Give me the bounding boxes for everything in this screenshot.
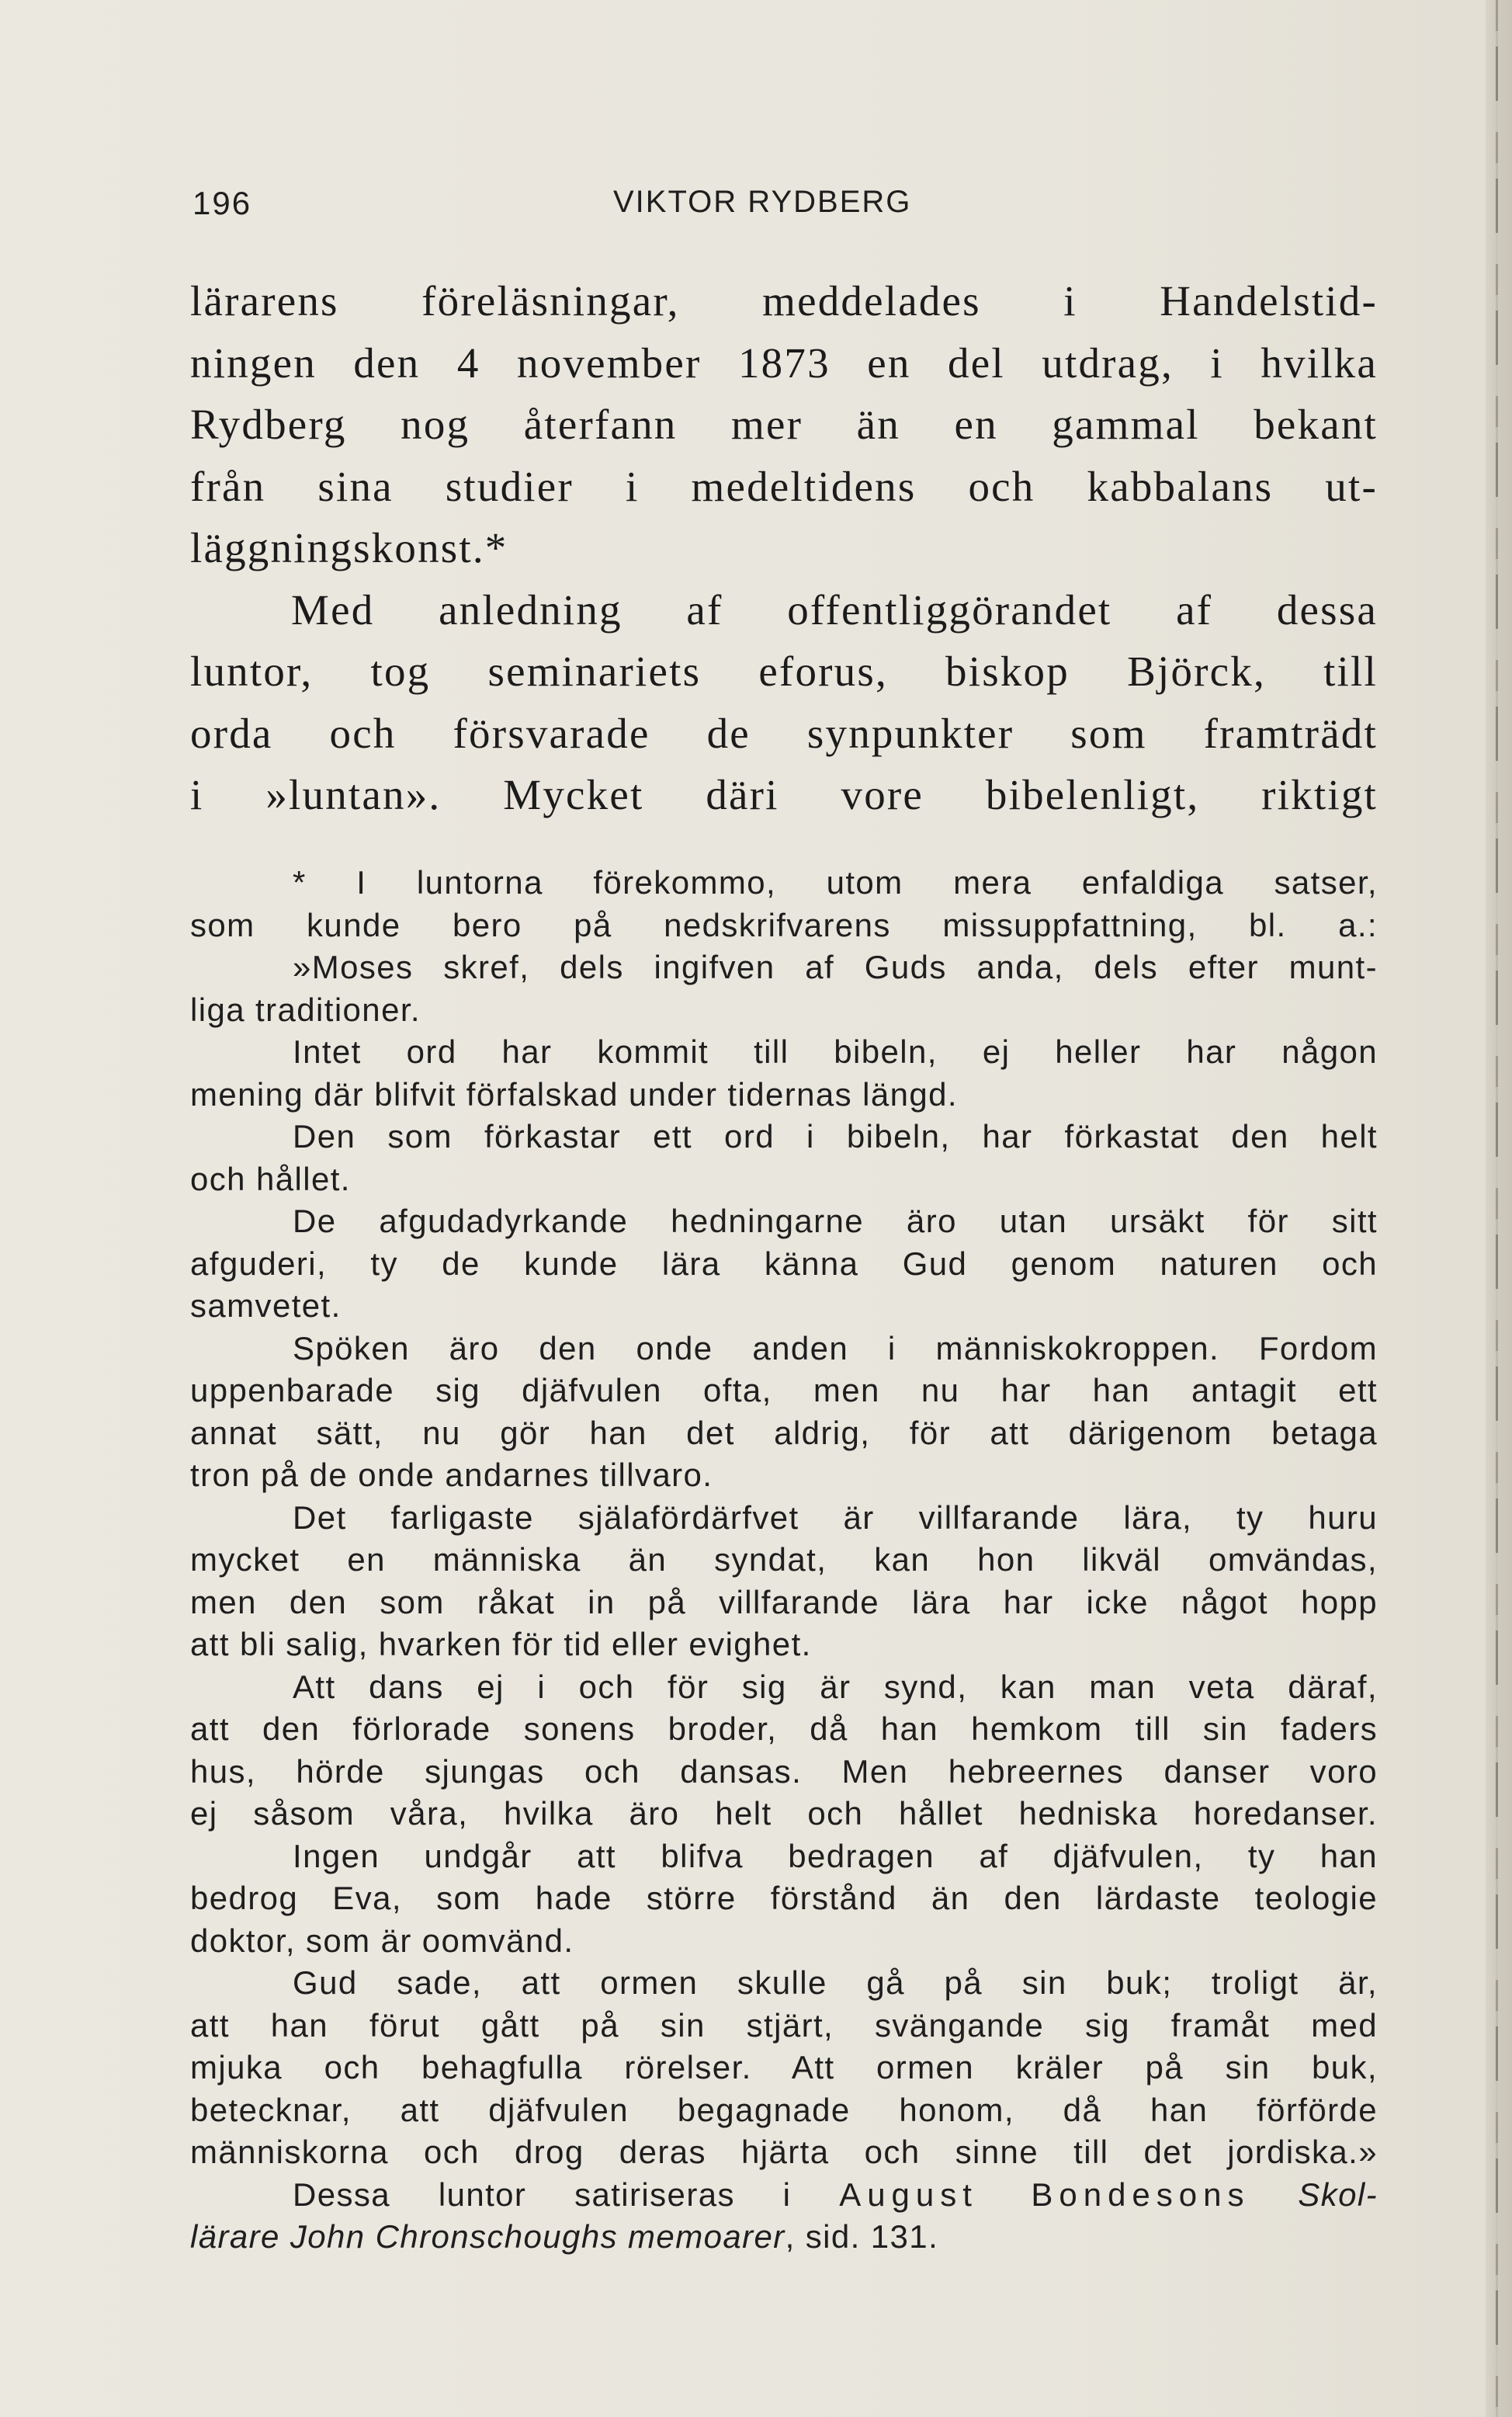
footnote-line: afguderi, ty de kunde lära känna Gud genom naturen och (190, 1245, 1378, 1282)
body-line: i »luntan». Mycket däri vore bibelenligt, riktigt (190, 771, 1378, 818)
footnote-line: liga traditioner. (190, 991, 421, 1028)
footnote-line: att han förut gått på sin stjärt, svängande sig framåt med (190, 2006, 1378, 2044)
footnote-line: Att dans ej i och för sig är synd, kan man veta däraf, (293, 1668, 1378, 1705)
citation-author: August Bondesons (839, 2176, 1250, 2213)
footnote-line: Den som förkastar ett ord i bibeln, har förkastat den helt (293, 1118, 1378, 1155)
footnote-line: mycket en människa än syndat, kan hon likväl omvändas, (190, 1541, 1378, 1578)
footnote-line: Ingen undgår att blifva bedragen af djäfvulen, ty han (293, 1837, 1378, 1874)
footnote-line: och hållet. (190, 1160, 351, 1197)
footnote-line: doktor, som är oomvänd. (190, 1922, 574, 1959)
running-header (192, 185, 1372, 231)
footnote-line: »Moses skref, dels ingifven af Guds anda, dels efter munt- (293, 949, 1378, 985)
footnote-line: människorna och drog deras hjärta och sinne till det jordiska.» (190, 2134, 1378, 2170)
footnote-line: De afgudadyrkande hedningarne äro utan ursäkt för sitt (293, 1203, 1378, 1239)
footnote-line: Det farligaste själafördärfvet är villfarande lära, ty huru (293, 1498, 1378, 1536)
body-line: läggningskonst.* (190, 524, 508, 571)
footnote-citation-line (190, 2174, 1378, 2217)
body-line: orda och försvarade de synpunkter som framträdt (190, 709, 1378, 757)
page-number: 196 (192, 185, 252, 221)
body-line: lärarens föreläsningar, meddelades i Handelstid- (190, 277, 1378, 325)
footnote-line: * I luntorna förekommo, utom mera enfaldiga satser, (293, 864, 1378, 901)
footnote-line: samvetet. (190, 1287, 342, 1324)
footnote-line: mjuka och behagfulla rörelser. Att ormen kräler på sin buk, (190, 2049, 1378, 2085)
footnote-line: annat sätt, nu gör han det aldrig, för att därigenom betaga (190, 1414, 1378, 1451)
footnote-line: bedrog Eva, som hade större förstånd än den lärdaste teologie (190, 1880, 1378, 1916)
main-text (190, 270, 1378, 826)
footnote-line: Spöken äro den onde anden i människokroppen. Fordom (293, 1329, 1378, 1367)
footnote-line: tron på de onde andarnes tillvaro. (190, 1457, 713, 1493)
footnote-line: uppenbarade sig djäfvulen ofta, men nu har han antagit ett (190, 1372, 1378, 1408)
footnote-line: som kunde bero på nedskrifvarens missuppfattning, bl. a.: (190, 906, 1378, 943)
body-line: Med anledning af offentliggörandet af dessa (291, 585, 1378, 634)
footnote-line: Gud sade, att ormen skulle gå på sin buk; troligt är, (293, 1964, 1378, 2001)
citation-suffix: , sid. 131. (785, 2218, 939, 2255)
book-spine-edge (1486, 0, 1512, 2417)
footnote-citation-line (190, 2216, 1378, 2259)
footnote-line: att bli salig, hvarken för tid eller evighet. (190, 1626, 812, 1662)
footnote-line: ej såsom våra, hvilka äro helt och hållet hedniska horedanser. (190, 1795, 1378, 1832)
citation-lead: Dessa luntor satiriseras i (293, 2176, 792, 2213)
footnote-line: Intet ord har kommit till bibeln, ej heller har någon (293, 1033, 1378, 1070)
footnote-line: betecknar, att djäfvulen begagnade honom, då han förförde (190, 2091, 1378, 2128)
footnote-line: men den som råkat in på villfarande lära har icke något hopp (190, 1583, 1378, 1620)
footnote-line: hus, hörde sjungas och dansas. Men hebreernes danser voro (190, 1752, 1378, 1790)
footnote-block (190, 862, 1378, 2259)
citation-title-end: lärare John Chronschoughs memoarer (190, 2218, 785, 2255)
citation-title-start: Skol- (1298, 2176, 1378, 2213)
body-line: från sina studier i medeltidens och kabbalans ut- (190, 462, 1378, 510)
footnote-line: att den förlorade sonens broder, då han hemkom till sin faders (190, 1710, 1378, 1747)
body-line: luntor, tog seminariets eforus, biskop Björck, till (190, 648, 1378, 695)
binding-shadow (1496, 0, 1498, 2417)
footnote-line: mening där blifvit förfalskad under tidernas längd. (190, 1075, 958, 1113)
body-line: Rydberg nog återfann mer än en gammal bekant (190, 401, 1378, 448)
body-line: ningen den 4 november 1873 en del utdrag, i hvilka (190, 339, 1378, 387)
running-title: VIKTOR RYDBERG (613, 185, 912, 219)
